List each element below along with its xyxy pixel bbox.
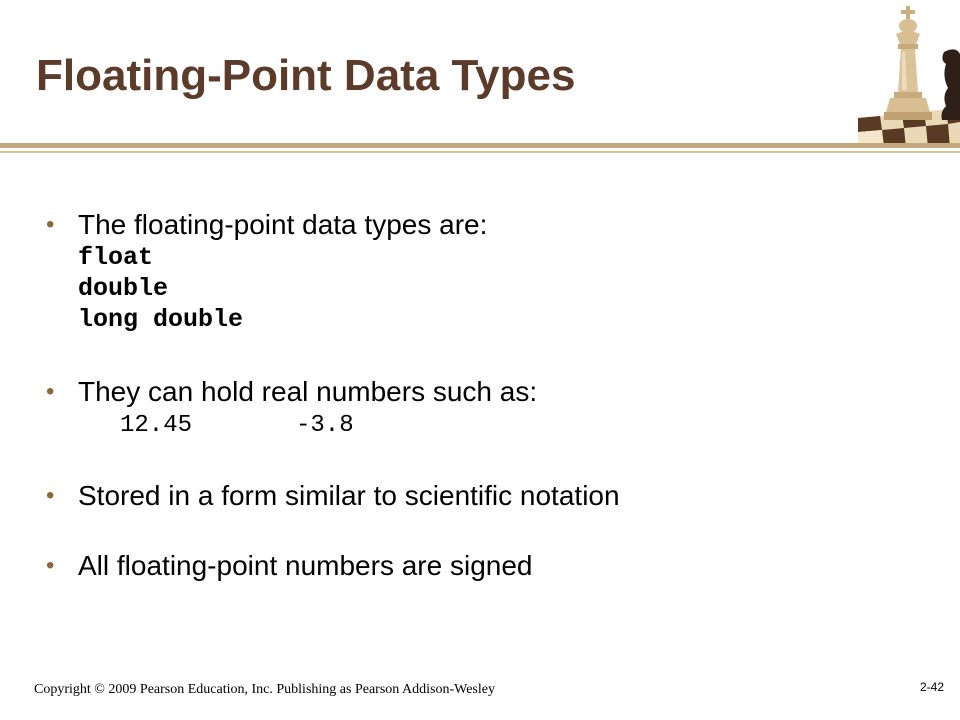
example-number: -3.8 — [296, 412, 354, 439]
example-number: 12.45 — [120, 412, 193, 439]
bullet-item — [46, 549, 926, 583]
title-divider-thin — [0, 151, 960, 153]
page-number: 2-42 — [919, 680, 944, 694]
code-line-long-double: long double — [78, 305, 244, 334]
copyright-footer: Copyright © 2009 Pearson Education, Inc. Publishing as Pearson Addison-Wesley — [34, 682, 495, 697]
code-line-float: float — [78, 243, 154, 272]
king-piece — [884, 6, 932, 120]
bullet-item — [46, 479, 926, 513]
bullet-text: The floating-point data types are: — [78, 209, 488, 240]
bullet-text: They can hold real numbers such as: — [78, 376, 538, 407]
bullet-icon: • — [46, 552, 55, 579]
title-divider — [0, 143, 960, 148]
spacer — [46, 335, 926, 375]
code-line-double: double — [78, 274, 169, 303]
slide-title: Floating-Point Data Types — [36, 51, 576, 100]
slide-body — [46, 208, 926, 583]
dark-chess-piece — [942, 49, 960, 120]
spacer — [46, 443, 926, 479]
bullet-icon: • — [46, 211, 55, 238]
example-numbers — [78, 409, 926, 443]
spacer — [46, 513, 926, 549]
bullet-item — [46, 208, 926, 335]
bullet-text: Stored in a form similar to scientific notation — [78, 480, 620, 511]
chess-pieces-icon — [858, 0, 960, 148]
bullet-icon: • — [46, 378, 55, 405]
bullet-text: All floating-point numbers are signed — [78, 550, 533, 581]
bullet-item — [46, 375, 926, 443]
bullet-icon: • — [46, 482, 55, 509]
